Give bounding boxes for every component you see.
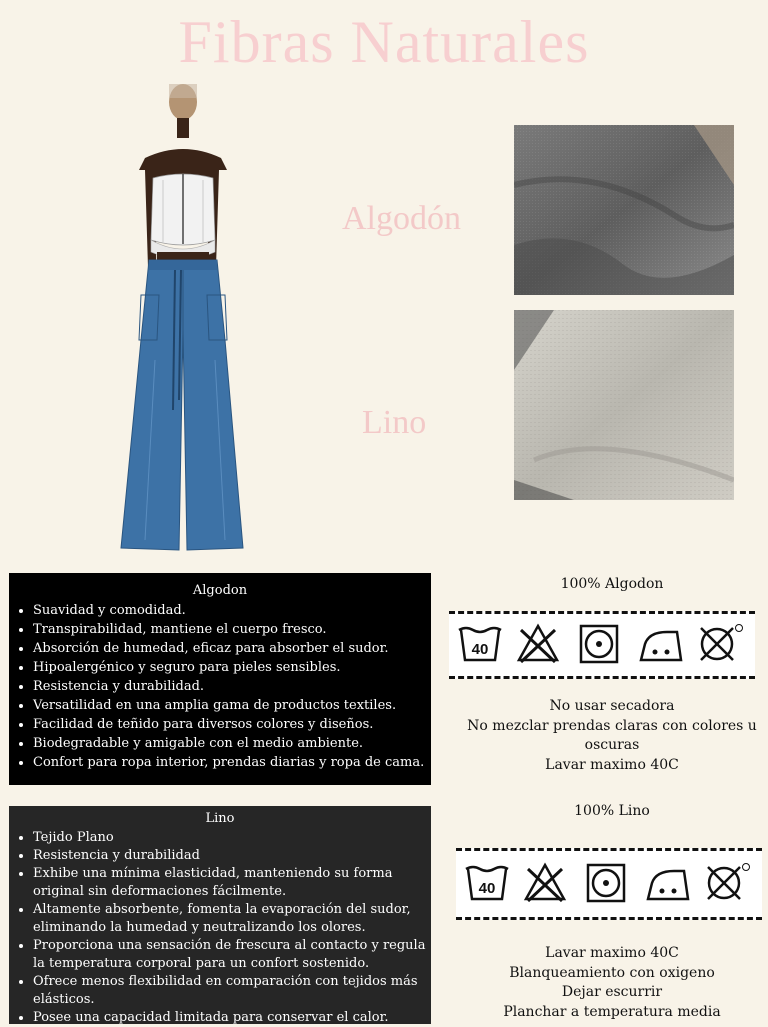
lino-fabric-photo: [514, 310, 734, 500]
wash-temp-label: 40: [471, 641, 489, 658]
iron-icon: [648, 871, 688, 899]
algodon-box-header: Algodon: [192, 583, 248, 598]
fabric-label-algodon: Algodón: [342, 200, 461, 237]
care-line: No mezclar prendas claras con colores u: [467, 717, 757, 734]
care-line: Lavar maximo 40C: [545, 945, 679, 961]
wash-40-icon: [466, 867, 508, 899]
list-item: • Resistencia y durabilidad: [33, 847, 427, 865]
list-item: • Altamente absorbente, fomenta la evaporación del sudor, eliminando la humedad y neutralizando los olores.: [33, 901, 427, 937]
care-title-lino: 100% Lino: [574, 803, 650, 819]
algodon-fabric-photo: [514, 125, 734, 295]
care-line: No usar secadora: [549, 698, 675, 714]
care-title-algodon: 100% Algodon: [560, 576, 664, 592]
care-instructions-lino: [457, 944, 767, 1022]
fashion-figure-illustration: [115, 80, 250, 560]
lino-properties-box: [9, 806, 431, 1024]
wash-temp-label: 40: [478, 880, 496, 897]
no-bleach-icon: [526, 865, 564, 901]
tumble-dry-icon: [581, 626, 617, 662]
algodon-properties-box: [9, 573, 431, 785]
fabric-label-lino: Lino: [362, 404, 427, 441]
list-item: • Tejido Plano: [33, 829, 427, 847]
care-line: oscuras: [584, 737, 640, 753]
list-item: • Confort para ropa interior, prendas diarias y ropa de cama.: [33, 753, 427, 772]
list-item: • Absorción de humedad, eficaz para absorber el sudor.: [33, 639, 427, 658]
list-item: • Suavidad y comodidad.: [33, 601, 427, 620]
care-line: Lavar maximo 40C: [545, 756, 679, 773]
list-item: • Exhibe una mínima elasticidad, manteniendo su forma original sin deformaciones fácilmente.: [33, 865, 427, 901]
iron-icon: [641, 632, 681, 660]
no-dryclean-icon: [701, 625, 743, 661]
list-item: • Hipoalergénico y seguro para pieles sensibles.: [33, 658, 427, 677]
no-dryclean-icon: [708, 864, 750, 900]
list-item: • Biodegradable y amigable con el medio ambiente.: [33, 734, 427, 753]
lino-box-header: Lino: [205, 811, 235, 826]
algodon-properties-list: [9, 601, 431, 772]
list-item: • Facilidad de teñido para diversos colores y diseños.: [33, 715, 427, 734]
care-line: Blanqueamiento con oxigeno: [509, 964, 715, 981]
wash-40-icon: [459, 628, 501, 660]
care-symbols-algodon: [449, 611, 755, 679]
page-title: Fibras Naturales: [178, 9, 590, 75]
list-item: • Ofrece menos flexibilidad en comparación con tejidos más elásticos.: [33, 973, 427, 1009]
tumble-dry-icon: [588, 865, 624, 901]
list-item: • Versatilidad en una amplia gama de productos textiles.: [33, 696, 427, 715]
list-item: • Resistencia y durabilidad.: [33, 677, 427, 696]
care-symbols-lino: [456, 848, 762, 920]
care-instructions-algodon: [457, 697, 767, 775]
list-item: • Transpirabilidad, mantiene el cuerpo fresco.: [33, 620, 427, 639]
no-bleach-icon: [519, 626, 557, 662]
care-line: Dejar escurrir: [561, 984, 663, 1000]
lino-properties-list: [9, 829, 431, 1027]
care-line: Planchar a temperatura media: [503, 1003, 721, 1020]
list-item: • Proporciona una sensación de frescura al contacto y regula la temperatura corporal para un confort sostenido.: [33, 937, 427, 973]
list-item: • Posee una capacidad limitada para conservar el calor.: [33, 1009, 427, 1027]
